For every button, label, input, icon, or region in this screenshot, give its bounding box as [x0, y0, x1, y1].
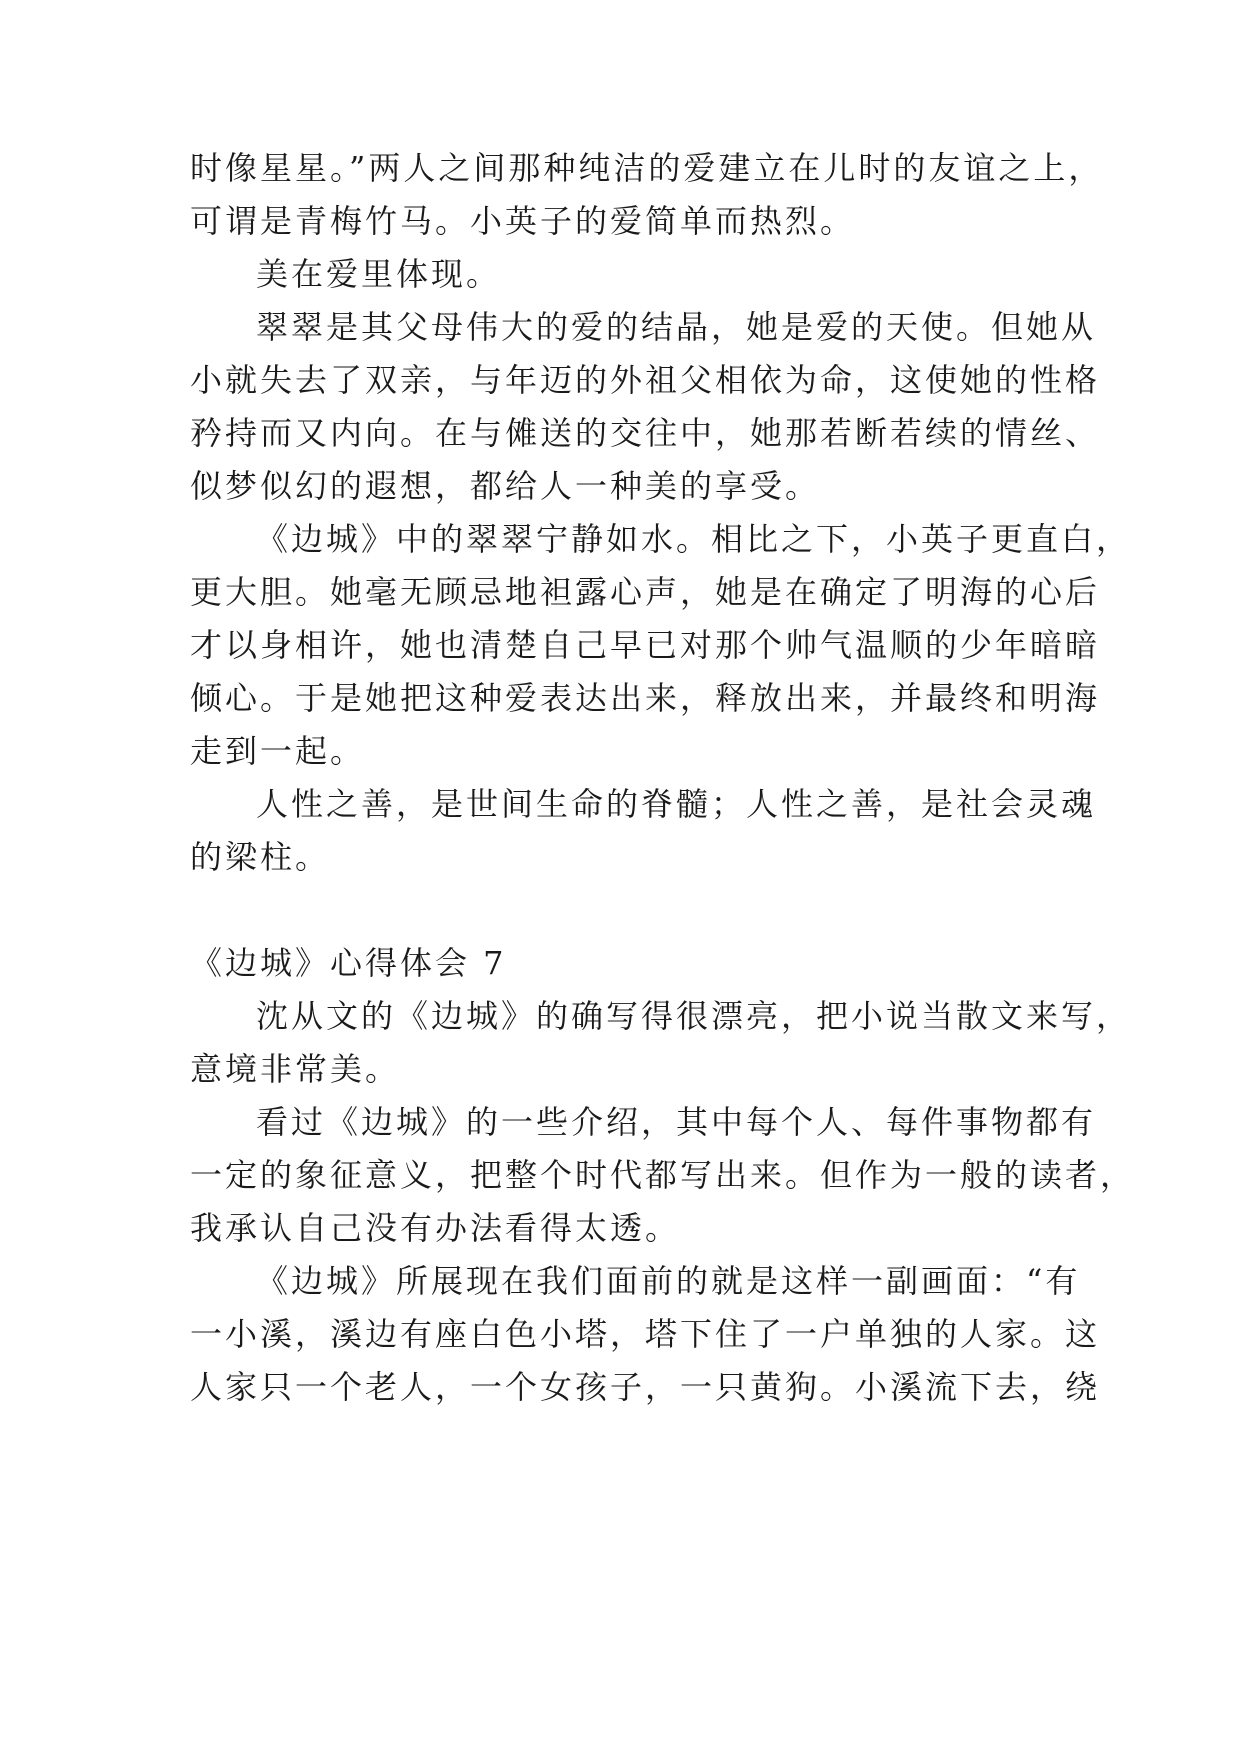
paragraph-start-line: 《边城》所展现在我们面前的就是这样一副画面：“有 [256, 1262, 1081, 1300]
paragraph-start-line: 沈从文的《边城》的确写得很漂亮，把小说当散文来写， [256, 997, 1132, 1035]
text-line: 时像星星。”两人之间那种纯洁的爱建立在儿时的友谊之上， [190, 149, 1104, 187]
text-line: 可谓是青梅竹马。小英子的爱简单而热烈。 [190, 202, 856, 240]
text-line: 的梁柱。 [190, 838, 331, 876]
text-line: 矜持而又内向。在与傩送的交往中，她那若断若续的情丝、 [190, 414, 1101, 452]
text-line: 一小溪，溪边有座白色小塔，塔下住了一户单独的人家。这 [190, 1315, 1101, 1353]
text-line: 我承认自己没有办法看得太透。 [190, 1209, 681, 1247]
text-line: 走到一起。 [190, 732, 366, 770]
text-line: 意境非常美。 [190, 1050, 401, 1088]
text-line: 似梦似幻的遐想，都给人一种美的享受。 [190, 467, 821, 505]
text-line: 更大胆。她毫无顾忌地袒露心声，她是在确定了明海的心后 [190, 573, 1101, 611]
text-line: 才以身相许，她也清楚自己早已对那个帅气温顺的少年暗暗 [190, 626, 1101, 664]
text-line: 倾心。于是她把这种爱表达出来，释放出来，并最终和明海 [190, 679, 1101, 717]
section-heading: 《边城》心得体会 7 [190, 944, 507, 982]
paragraph-start-line: 翠翠是其父母伟大的爱的结晶，她是爱的天使。但她从 [256, 308, 1097, 346]
paragraph-start-line: 美在爱里体现。 [256, 255, 502, 293]
paragraph-start-line: 看过《边城》的一些介绍，其中每个人、每件事物都有 [256, 1103, 1097, 1141]
text-line: 人家只一个老人，一个女孩子，一只黄狗。小溪流下去，绕 [190, 1368, 1101, 1406]
text-line: 小就失去了双亲，与年迈的外祖父相依为命，这使她的性格 [190, 361, 1101, 399]
text-line: 一定的象征意义，把整个时代都写出来。但作为一般的读者， [190, 1156, 1136, 1194]
paragraph-start-line: 人性之善，是世间生命的脊髓；人性之善，是社会灵魂 [256, 785, 1097, 823]
paragraph-start-line: 《边城》中的翠翠宁静如水。相比之下，小英子更直白， [256, 520, 1132, 558]
